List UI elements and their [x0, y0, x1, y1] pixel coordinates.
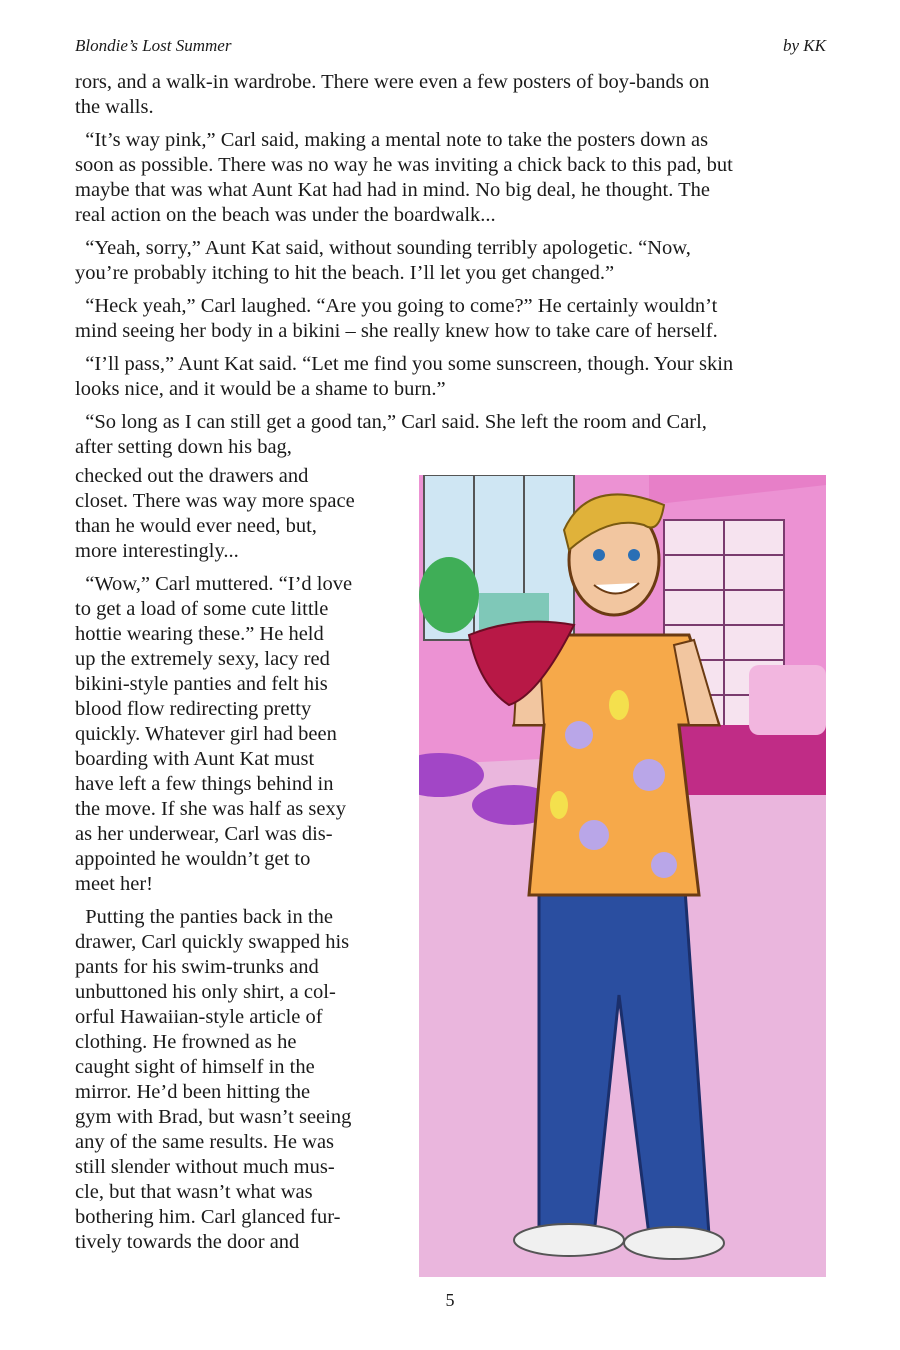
text-line: looks nice, and it would be a shame to burn.”: [75, 378, 446, 400]
text-line: more interestingly...: [75, 540, 239, 562]
text-line: orful Hawaiian-style article of: [75, 1006, 323, 1028]
paragraph-gap: [75, 402, 835, 410]
text-line: to get a load of some cute little: [75, 598, 329, 620]
text-line: gym with Brad, but wasn’t seeing: [75, 1106, 352, 1128]
text-line: Putting the panties back in the: [75, 906, 333, 928]
text-line: after setting down his bag,: [75, 436, 292, 458]
page-number: 5: [445, 1290, 455, 1310]
text-line: boarding with Aunt Kat must: [75, 748, 315, 770]
text-line: up the extremely sexy, lacy red: [75, 648, 330, 670]
text-line: have left a few things behind in: [75, 773, 334, 795]
text-line: mind seeing her body in a bikini – she really knew how to take care of herself.: [75, 320, 718, 342]
text-line: hottie wearing these.” He held: [75, 623, 324, 645]
author-credit: by KK: [783, 36, 826, 55]
text-line: caught sight of himself in the: [75, 1056, 315, 1078]
text-line: “Yeah, sorry,” Aunt Kat said, without sounding terribly apologetic. “Now,: [75, 237, 691, 259]
text-line: soon as possible. There was no way he was inviting a chick back to this pad, but: [75, 154, 733, 176]
paragraph-gap: [75, 120, 835, 128]
text-line: the walls.: [75, 96, 154, 118]
text-line: blood flow redirecting pretty: [75, 698, 312, 720]
book-title: Blondie’s Lost Summer: [75, 36, 232, 55]
column-text: [75, 464, 410, 1255]
text-line: rors, and a walk-in wardrobe. There were even a few posters of boy-bands on: [75, 71, 710, 93]
text-line: still slender without much mus-: [75, 1156, 335, 1178]
text-line: meet her!: [75, 873, 153, 895]
text-line: bikini-style panties and felt his: [75, 673, 328, 695]
illustration-boy-with-panties: [419, 475, 826, 1277]
paragraph-gap: [75, 564, 410, 572]
text-line: tively towards the door and: [75, 1231, 300, 1253]
text-line: pants for his swim-trunks and: [75, 956, 319, 978]
text-line: “Wow,” Carl muttered. “I’d love: [75, 573, 353, 595]
text-line: the move. If she was half as sexy: [75, 798, 346, 820]
text-line: bothering him. Carl glanced fur-: [75, 1206, 341, 1228]
text-line: closet. There was way more space: [75, 490, 355, 512]
text-line: cle, but that wasn’t what was: [75, 1181, 313, 1203]
text-line: drawer, Carl quickly swapped his: [75, 931, 350, 953]
text-line: “Heck yeah,” Carl laughed. “Are you going to come?” He certainly wouldn’t: [75, 295, 718, 317]
text-line: checked out the drawers and: [75, 465, 309, 487]
text-line: “It’s way pink,” Carl said, making a mental note to take the posters down as: [75, 129, 709, 151]
text-line: as her underwear, Carl was dis-: [75, 823, 333, 845]
text-line: mirror. He’d been hitting the: [75, 1081, 311, 1103]
text-line: “So long as I can still get a good tan,” Carl said. She left the room and Carl,: [75, 411, 707, 433]
full-width-text: [75, 70, 835, 460]
text-line: you’re probably itching to hit the beach. I’ll let you get changed.”: [75, 262, 615, 284]
text-line: “I’ll pass,” Aunt Kat said. “Let me find you some sunscreen, though. Your skin: [75, 353, 734, 375]
text-line: clothing. He frowned as he: [75, 1031, 297, 1053]
text-line: than he would ever need, but,: [75, 515, 317, 537]
text-line: quickly. Whatever girl had been: [75, 723, 337, 745]
text-line: unbuttoned his only shirt, a col-: [75, 981, 336, 1003]
paragraph-gap: [75, 228, 835, 236]
text-line: real action on the beach was under the boardwalk...: [75, 204, 496, 226]
paragraph-gap: [75, 344, 835, 352]
paragraph-gap: [75, 286, 835, 294]
paragraph-gap: [75, 897, 410, 905]
text-line: maybe that was what Aunt Kat had had in mind. No big deal, he thought. The: [75, 179, 710, 201]
text-line: appointed he wouldn’t get to: [75, 848, 311, 870]
text-line: any of the same results. He was: [75, 1131, 335, 1153]
